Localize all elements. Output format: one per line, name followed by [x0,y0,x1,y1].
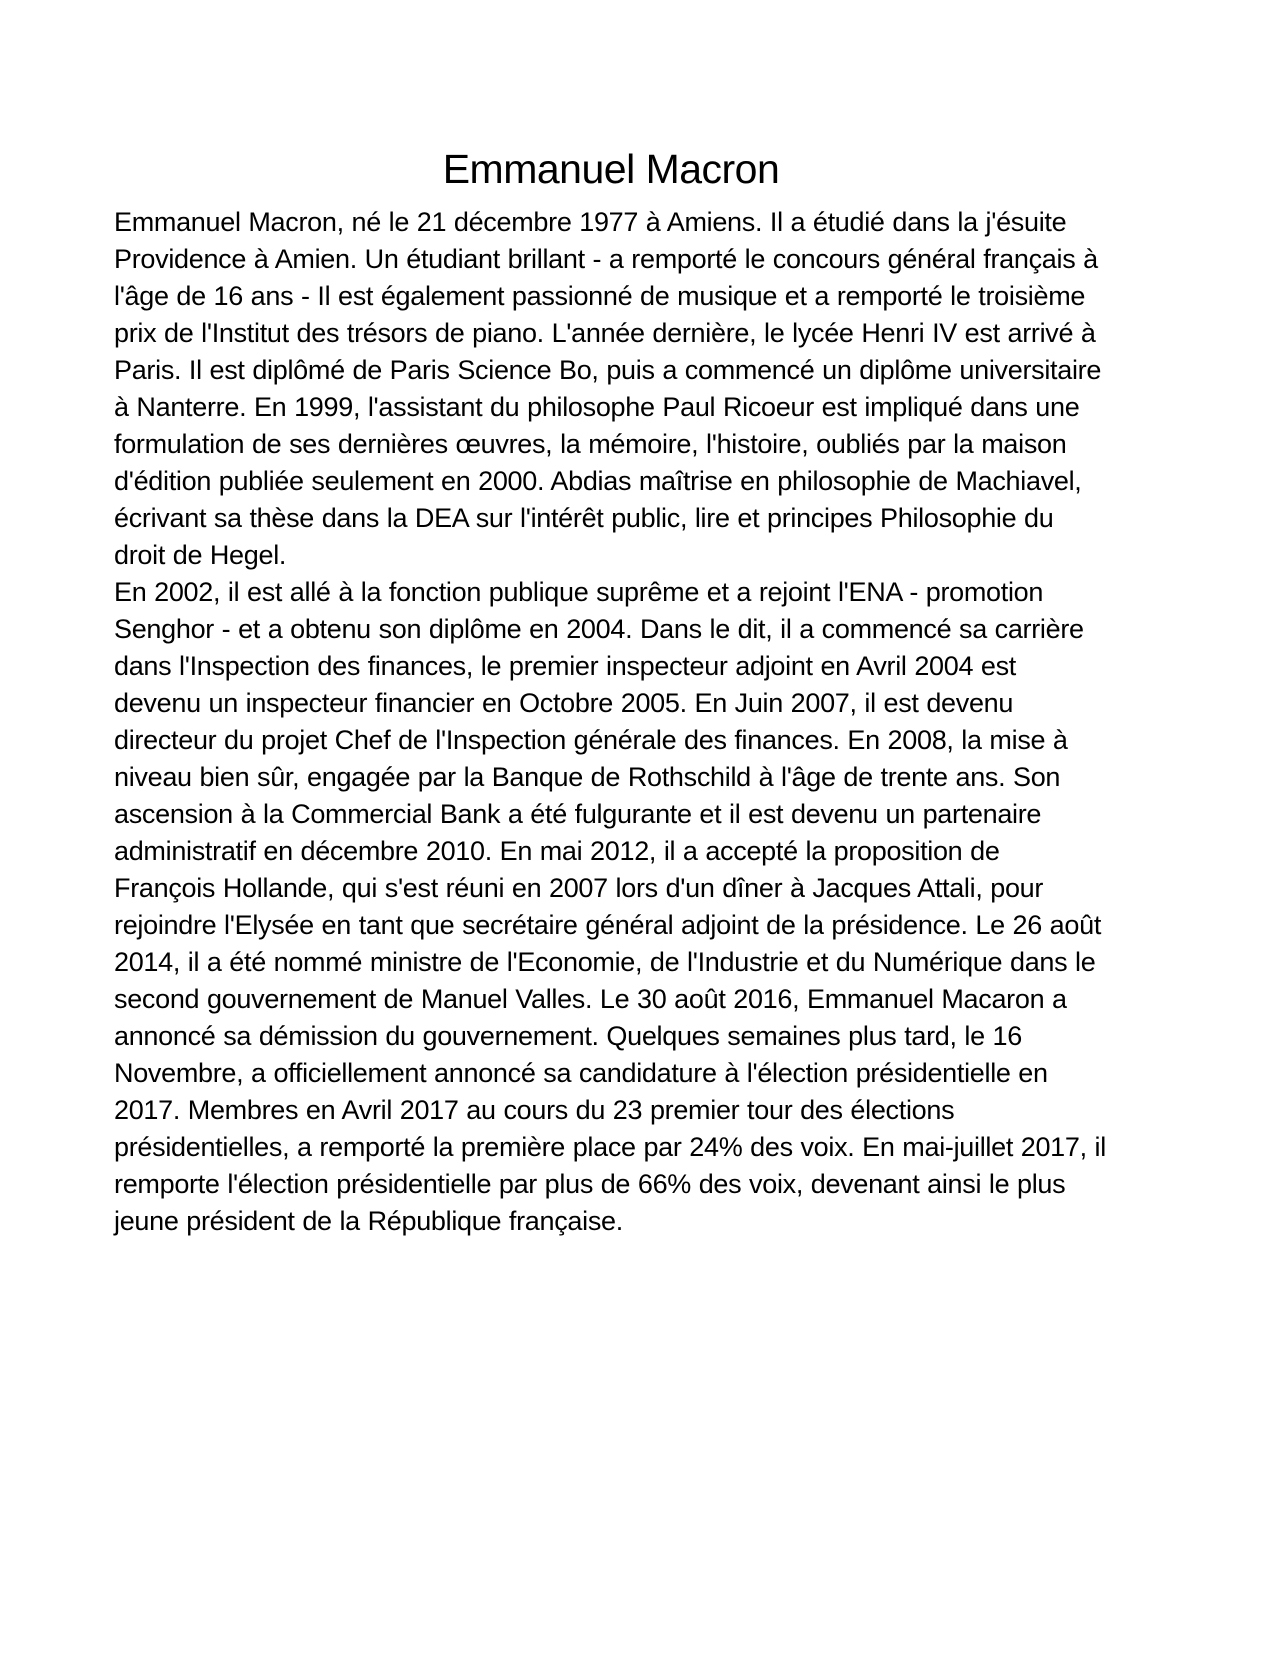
paragraph-biography-early-life: Emmanuel Macron, né le 21 décembre 1977 à Amiens. Il a étudié dans la j'ésuite Providence à Amien. Un étudiant brillant - a remporté le concours général français à l'âge de 16 ans - Il est également passionné de musique et a remporté le troisième prix de l'Institut des trésors de piano. L'année dernière, le lycée Henri IV est arrivé à Paris. Il est diplômé de Paris Science Bo, puis a commencé un diplôme universitaire à Nanterre. En 1999, l'assistant du philosophe Paul Ricoeur est impliqué dans une formulation de ses dernières œuvres, la mémoire, l'histoire, oubliés par la maison d'édition publiée seulement en 2000. Abdias maîtrise en philosophie de Machiavel, écrivant sa thèse dans la DEA sur l'intérêt public, lire et principes Philosophie du droit de Hegel. [114,207,1102,570]
paragraph-biography-career: En 2002, il est allé à la fonction publique suprême et a rejoint l'ENA - promotion Senghor - et a obtenu son diplôme en 2004. Dans le dit, il a commencé sa carrière dans l'Inspection des finances, le premier inspecteur adjoint en Avril 2004 est devenu un inspecteur financier en Octobre 2005. En Juin 2007, il est devenu directeur du projet Chef de l'Inspection générale des finances. En 2008, la mise à niveau bien sûr, engagée par la Banque de Rothschild à l'âge de trente ans. Son ascension à la Commercial Bank a été fulgurante et il est devenu un partenaire administratif en décembre 2010. En mai 2012, il a accepté la proposition de François Hollande, qui s'est réuni en 2007 lors d'un dîner à Jacques Attali, pour rejoindre l'Elysée en tant que secrétaire général adjoint de la présidence. Le 26 août 2014, il a été nommé ministre de l'Economie, de l'Industrie et du Numérique dans le second gouvernement de Manuel Valles. Le 30 août 2016, Emmanuel Macaron a annoncé sa démission du gouvernement. Quelques semaines plus tard, le 16 Novembre, a officiellement annoncé sa candidature à l'élection présidentielle en 2017. Membres en Avril 2017 au cours du 23 premier tour des élections présidentielles, a remporté la première place par 24% des voix. En mai-juillet 2017, il remporte l'élection présidentielle par plus de 66% des voix, devenant ainsi le plus jeune président de la République française. [114,577,1106,1236]
document-body [114,204,1108,1240]
document-title: Emmanuel Macron [442,146,780,192]
